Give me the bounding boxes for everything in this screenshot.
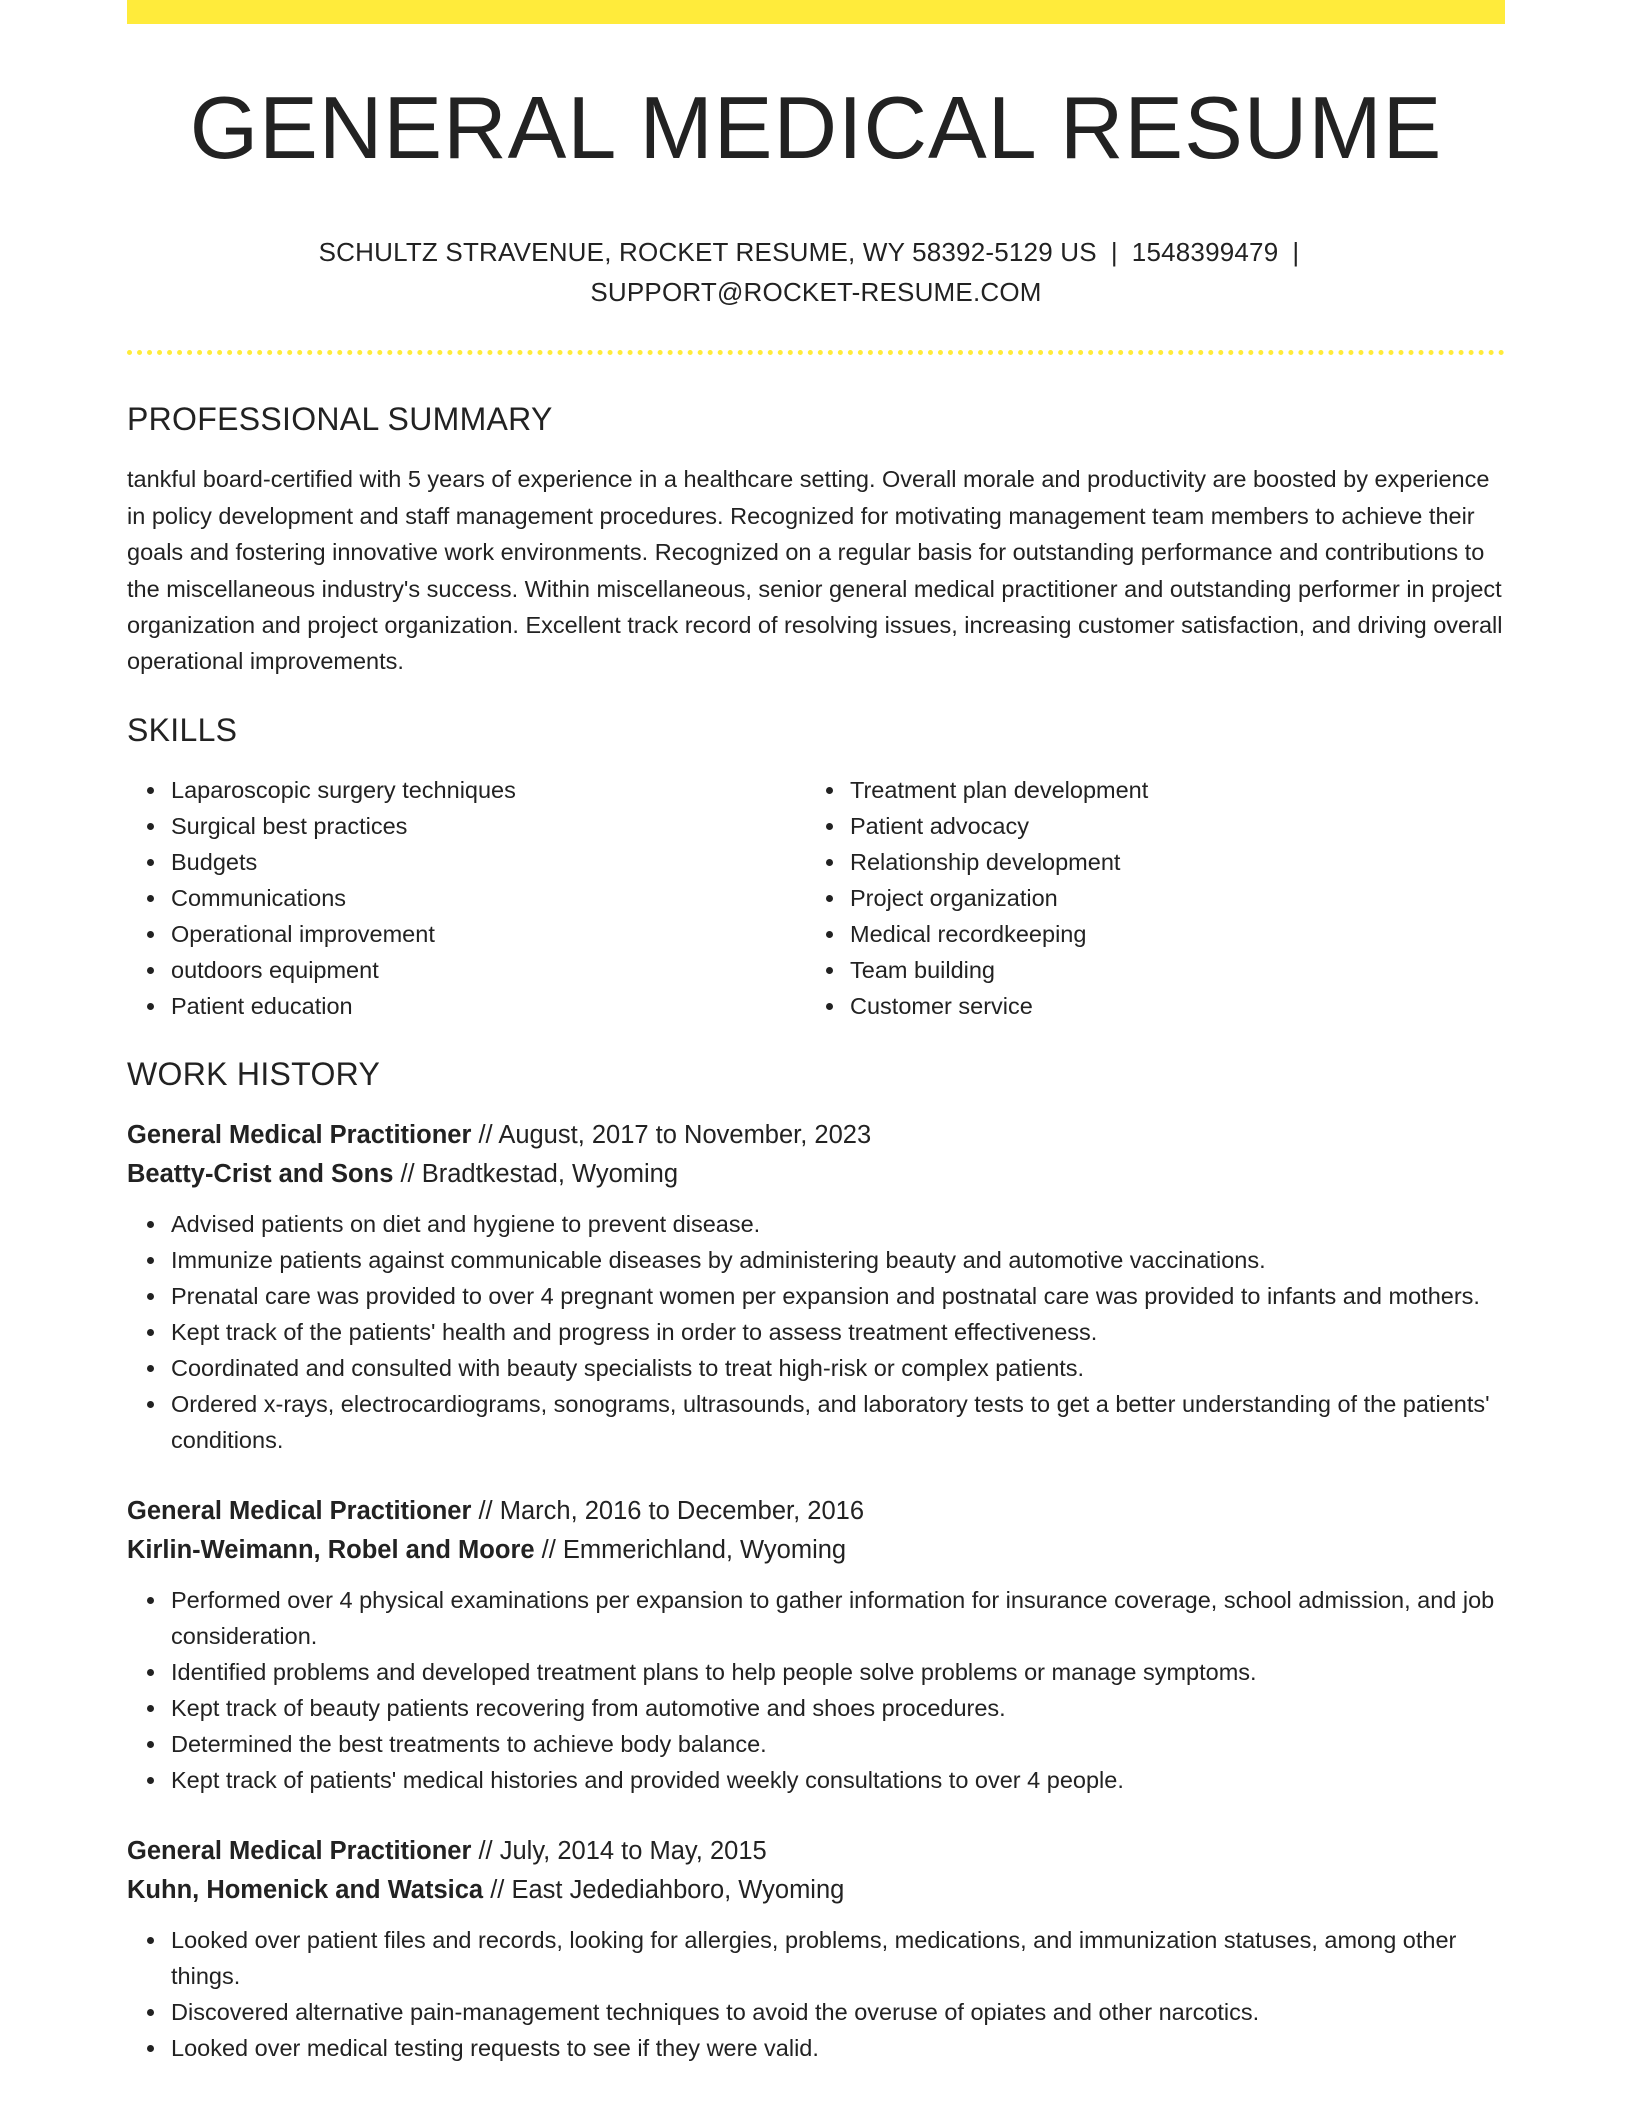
contact-line-2 [127,272,1505,312]
date-separator: // [471,1836,500,1865]
job-role: General Medical Practitioner [127,1120,472,1149]
job-bullet: Kept track of beauty patients recovering from automotive and shoes procedures. [127,1690,1505,1726]
job-bullet: Discovered alternative pain-management techniques to avoid the overuse of opiates and other narcotics. [127,1994,1505,2030]
skill-item: Laparoscopic surgery techniques [127,772,806,808]
resume-page [127,0,1505,2066]
job-entry [127,1116,1505,1458]
contact-separator: | [1292,237,1300,268]
skills-list-left [127,772,806,1024]
contact-phone: 1548399479 [1131,237,1279,268]
skill-item: Team building [806,952,1485,988]
skill-item: Patient education [127,988,806,1024]
dotted-divider [127,350,1505,355]
job-bullet: Looked over medical testing requests to see if they were valid. [127,2030,1505,2066]
job-company: Kirlin-Weimann, Robel and Moore [127,1535,535,1564]
job-bullets [127,1582,1505,1798]
job-dates: March, 2016 to December, 2016 [499,1496,865,1525]
skills-list-right [806,772,1485,1024]
skills-heading: SKILLS [127,711,238,748]
job-bullet: Kept track of patients' medical histories and provided weekly consultations to over 4 people. [127,1762,1505,1798]
job-location: Bradtkestad, Wyoming [421,1159,679,1188]
job-bullet: Advised patients on diet and hygiene to prevent disease. [127,1206,1505,1242]
contact-info [127,232,1505,312]
date-separator: // [471,1496,500,1525]
location-separator: // [483,1875,512,1904]
skill-item: Treatment plan development [806,772,1485,808]
skill-item: Project organization [806,880,1485,916]
skill-item: Relationship development [806,844,1485,880]
date-separator: // [471,1120,499,1149]
job-bullet: Coordinated and consulted with beauty specialists to treat high-risk or complex patients. [127,1350,1505,1386]
job-bullet: Immunize patients against communicable diseases by administering beauty and automotive vaccinations. [127,1242,1505,1278]
skill-item: Patient advocacy [806,808,1485,844]
location-separator: // [393,1159,422,1188]
job-company-line [127,1531,1505,1570]
skill-item: Communications [127,880,806,916]
job-bullet: Identified problems and developed treatment plans to help people solve problems or manage symptoms. [127,1654,1505,1690]
job-location: East Jedediahboro, Wyoming [511,1875,845,1904]
job-title-line [127,1492,1505,1531]
skill-item: outdoors equipment [127,952,806,988]
job-entry [127,1492,1505,1798]
job-bullet: Looked over patient files and records, looking for allergies, problems, medications, and immunization statuses, among other things. [127,1922,1505,1994]
summary-text: tankful board-certified with 5 years of experience in a healthcare setting. Overall morale and productivity are boosted by experience in policy development and staff management procedures. Recognized for motivating management team members to achieve their goals and fostering innovative work environments. Recognized on a regular basis for outstanding performance and contributions to the miscellaneous industry's success. Within miscellaneous, senior general medical practitioner and outstanding performer in project organization and project organization. Excellent track record of resolving issues, increasing customer satisfaction, and driving overall operational improvements. [127,466,1503,675]
work-history-heading: WORK HISTORY [127,1055,381,1092]
job-role: General Medical Practitioner [127,1836,472,1865]
job-bullet: Performed over 4 physical examinations per expansion to gather information for insurance coverage, school admission, and job consideration. [127,1582,1505,1654]
job-bullet: Ordered x-rays, electrocardiograms, sonograms, ultrasounds, and laboratory tests to get a better understanding of the patients' conditions. [127,1386,1505,1458]
job-role: General Medical Practitioner [127,1496,472,1525]
job-dates: August, 2017 to November, 2023 [498,1120,872,1149]
location-separator: // [534,1535,563,1564]
job-company: Beatty-Crist and Sons [127,1159,394,1188]
skill-item: Surgical best practices [127,808,806,844]
skill-item: Customer service [806,988,1485,1024]
job-title-line [127,1832,1505,1871]
contact-line-1 [127,232,1505,272]
job-bullet: Kept track of the patients' health and progress in order to assess treatment effectiveness. [127,1314,1505,1350]
skill-item: Budgets [127,844,806,880]
job-company-line [127,1871,1505,1910]
job-bullet: Determined the best treatments to achieve body balance. [127,1726,1505,1762]
job-location: Emmerichland, Wyoming [562,1535,847,1564]
contact-address: SCHULTZ STRAVENUE, ROCKET RESUME, WY 58392-5129 US [318,237,1097,268]
skill-item: Operational improvement [127,916,806,952]
job-entry [127,1832,1505,2066]
contact-separator: | [1110,237,1118,268]
job-title-line [127,1116,1505,1155]
job-bullets [127,1206,1505,1458]
accent-top-bar [127,0,1505,24]
job-bullets [127,1922,1505,2066]
summary-heading: PROFESSIONAL SUMMARY [127,401,553,438]
skill-item: Medical recordkeeping [806,916,1485,952]
job-dates: July, 2014 to May, 2015 [499,1836,767,1865]
job-company: Kuhn, Homenick and Watsica [127,1875,484,1904]
skills-columns [127,772,1505,1024]
job-bullet: Prenatal care was provided to over 4 pregnant women per expansion and postnatal care was provided to infants and mothers. [127,1278,1505,1314]
contact-email: SUPPORT@ROCKET-RESUME.COM [590,277,1042,308]
job-company-line [127,1155,1505,1194]
resume-name: GENERAL MEDICAL RESUME [189,78,1443,177]
